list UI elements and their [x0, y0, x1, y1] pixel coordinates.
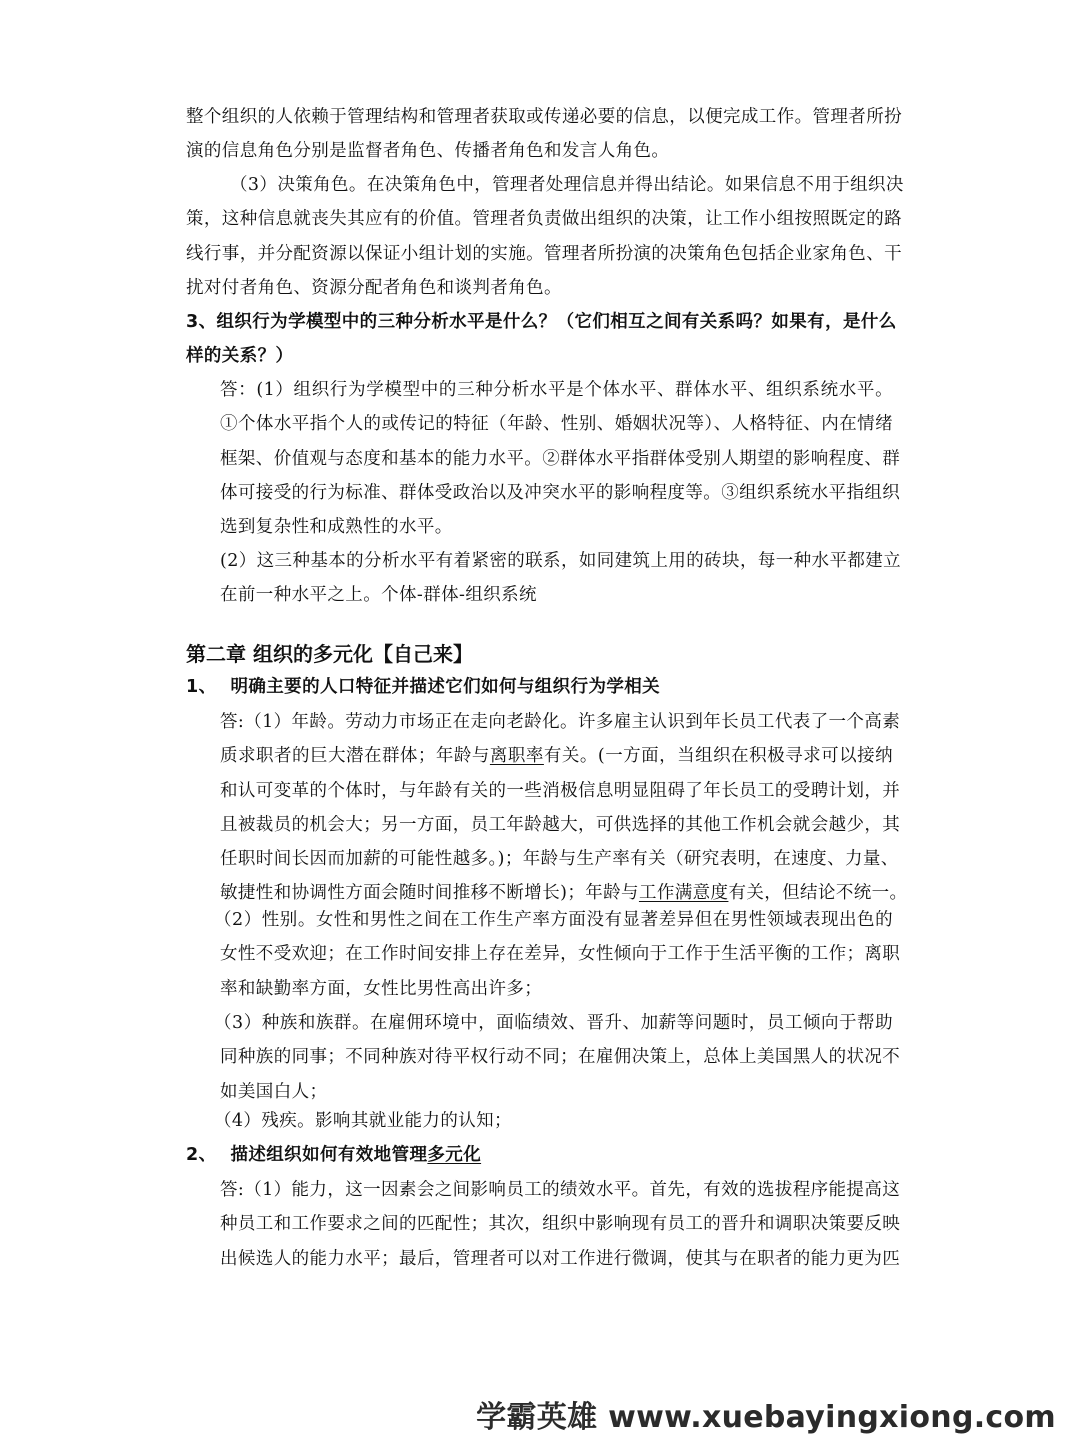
question-2 [186, 1138, 893, 1172]
text-line: 在前一种水平之上。个体-群体-组织系统 [220, 585, 537, 606]
question-text: 描述组织如何有效地管理 [230, 1145, 428, 1165]
answer-3 [220, 373, 901, 544]
text-line: 策，这种信息就丧失其应有的价值。管理者负责做出组织的决策，让工作小组按照既定的路 [186, 209, 902, 230]
answer-3-part-2 [220, 544, 902, 613]
text-line: 任职时间长因而加薪的可能性越多。)；年龄与生产率有关（研究表明，在速度、力量、 [220, 849, 899, 870]
text-line: 整个组织的人依赖于管理结构和管理者获取或传递必要的信息，以便完成工作。管理者所扮 [186, 107, 902, 127]
text-line: 答：(1）组织行为学模型中的三种分析水平是个体水平、群体水平、组织系统水平。 [220, 380, 893, 400]
answer-1-gender [214, 903, 901, 1006]
text-line: （3）种族和族群。在雇佣环境中，面临绩效、晋升、加薪等问题时，员工倾向于帮助 [214, 1013, 893, 1033]
text-line: 率和缺勤率方面，女性比男性高出许多； [220, 978, 543, 999]
text-line: 扰对付者角色、资源分配者角色和谈判者角色。 [186, 277, 562, 298]
answer-2 [220, 1173, 901, 1276]
underlined-term: 工作满意度 [638, 883, 729, 904]
answer-1-disability [214, 1104, 893, 1138]
underlined-term: 多元化 [427, 1145, 482, 1165]
text-line [186, 670, 893, 704]
question-number: 1、 [186, 677, 217, 697]
text-line: ①个体水平指个人的或传记的特征（年龄、性别、婚姻状况等）、人格特征、内在情绪 [220, 414, 893, 435]
question-number: 2、 [186, 1145, 217, 1165]
chapter-title: 第二章 组织的多元化【自己来】 [186, 642, 473, 666]
text-line [220, 739, 893, 773]
text-segment: 有关。(一方面，当组织在积极寻求可以接纳 [543, 746, 893, 767]
question-1 [186, 670, 893, 704]
paragraph-decision-roles [186, 168, 904, 305]
text-line: 答:（1）年龄。劳动力市场正在走向老龄化。许多雇主认识到年长员工代表了一个高素 [220, 712, 901, 732]
text-line: 且被裁员的机会大；另一方面，员工年龄越大，可供选择的其他工作机会就会越少，其 [220, 814, 901, 835]
text-line: （4）残疾。影响其就业能力的认知； [214, 1111, 512, 1131]
text-line [186, 1138, 893, 1172]
text-line: (2）这三种基本的分析水平有着紧密的联系，如同建筑上用的砖块，每一种水平都建立 [220, 551, 902, 571]
text-line: 答:（1）能力，这一因素会之间影响员工的绩效水平。首先，有效的选拔程序能提高这 [220, 1180, 901, 1200]
text-line: 如美国白人； [220, 1081, 328, 1102]
text-line: 和认可变革的个体时，与年龄有关的一些消极信息明显阻碍了年长员工的受聘计划，并 [220, 780, 901, 801]
text-segment: 质求职者的巨大潜在群体；年龄与 [220, 746, 490, 767]
answer-1-age [220, 705, 908, 911]
text-line: 框架、价值观与态度和基本的能力水平。②群体水平指群体受别人期望的影响程度、群 [220, 448, 901, 469]
text-line: 种员工和工作要求之间的匹配性；其次，组织中影响现有员工的晋升和调职决策要反映 [220, 1214, 901, 1235]
text-line: （2）性别。女性和男性之间在工作生产率方面没有显著差异但在男性领域表现出色的 [214, 910, 893, 930]
text-segment: 有关，但结论不统一。 [728, 883, 908, 904]
text-segment: 敏捷性和协调性方面会随时间推移不断增长)；年龄与 [220, 883, 639, 904]
text-line: 出候选人的能力水平；最后，管理者可以对工作进行微调，使其与在职者的能力更为匹 [220, 1248, 901, 1269]
text-line: 演的信息角色分别是监督者角色、传播者角色和发言人角色。 [186, 141, 670, 162]
text-line: 样的关系？） [186, 346, 294, 367]
text-line: 选到复杂性和成熟性的水平。 [220, 517, 453, 538]
site-watermark: 学霸英雄 www.xuebayingxiong.com [476, 1400, 1056, 1435]
text-line: 女性不受欢迎；在工作时间安排上存在差异，女性倾向于工作于生活平衡的工作；离职 [220, 944, 901, 965]
text-line: 体可接受的行为标准、群体受政治以及冲突水平的影响程度等。③组织系统水平指组织 [220, 482, 901, 503]
question-3 [186, 305, 897, 374]
text-line: 3、组织行为学模型中的三种分析水平是什么？（它们相互之间有关系吗？如果有，是什么 [186, 312, 897, 332]
text-line: （3）决策角色。在决策角色中，管理者处理信息并得出结论。如果信息不用于组织决 [230, 175, 904, 195]
paragraph-information-roles [186, 100, 902, 169]
text-line: 同种族的同事；不同种族对待平权行动不同；在雇佣决策上，总体上美国黑人的状况不 [220, 1047, 901, 1068]
underlined-term: 离职率 [489, 746, 544, 767]
text-line: 线行事，并分配资源以保证小组计划的实施。管理者所扮演的决策角色包括企业家角色、干 [186, 243, 902, 264]
question-text: 明确主要的人口特征并描述它们如何与组织行为学相关 [230, 677, 661, 697]
answer-1-race [214, 1006, 901, 1109]
